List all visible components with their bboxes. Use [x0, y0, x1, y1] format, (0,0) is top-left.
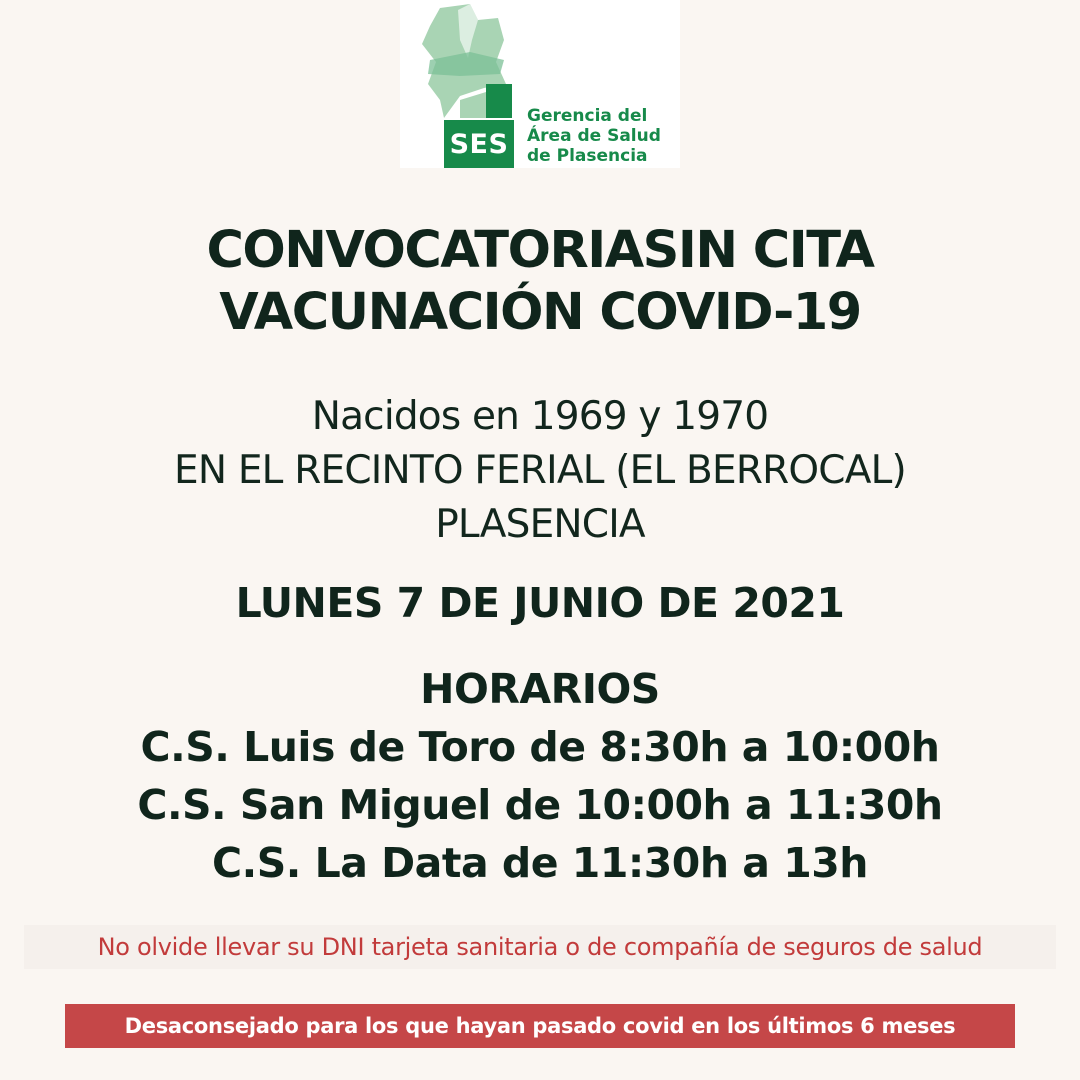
schedule-item: C.S. La Data de 11:30h a 13h	[212, 839, 868, 887]
venue: EN EL RECINTO FERIAL (EL BERROCAL)	[174, 448, 906, 493]
schedule-heading: HORARIOS	[420, 665, 660, 713]
schedule-item: C.S. Luis de Toro de 8:30h a 10:00h	[140, 723, 940, 771]
reminder-note: No olvide llevar su DNI tarjeta sanitaria o de compañía de seguros de salud	[24, 925, 1056, 969]
schedule-item: C.S. San Miguel de 10:00h a 11:30h	[137, 781, 943, 829]
logo-line: Área de Salud	[527, 126, 661, 146]
schedule	[0, 660, 1080, 892]
warning-banner: Desaconsejado para los que hayan pasado covid en los últimos 6 meses	[65, 1004, 1015, 1048]
logo-line: Gerencia del	[527, 106, 648, 126]
title-line-2: VACUNACIÓN COVID-19	[219, 283, 861, 342]
city: PLASENCIA	[435, 502, 645, 547]
event-details	[0, 390, 1080, 552]
event-date: LUNES 7 DE JUNIO DE 2021	[235, 579, 845, 627]
birth-years: Nacidos en 1969 y 1970	[311, 394, 769, 439]
logo-line: de Plasencia	[527, 146, 648, 166]
page-title	[0, 220, 1080, 344]
ses-logo-text	[527, 106, 661, 166]
ses-logo-badge: SES	[444, 120, 514, 168]
title-line-1: CONVOCATORIASIN CITA	[206, 221, 874, 280]
